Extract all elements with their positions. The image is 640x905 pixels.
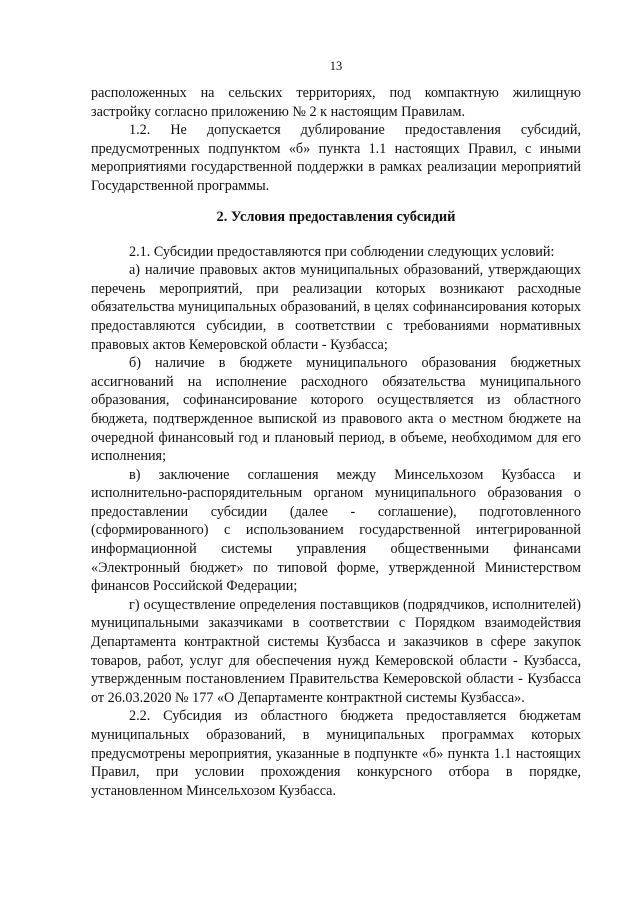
document-page <box>91 58 581 800</box>
paragraph-2-1: 2.1. Субсидии предоставляются при соблюдении следующих условий: <box>129 243 555 260</box>
paragraph-continuation: расположенных на сельских территориях, под компактную жилищную застройку согласно приложению № 2 к настоящим Правилам. <box>91 85 581 120</box>
paragraph-2-1-b: б) наличие в бюджете муниципального образования бюджетных ассигнований на исполнение расходного обязательства муниципального образования, софинансирование которого осуществляется из областного бюджета, подтвержденное выпиской из правового акта о местном бюджете на очередной финансовый год и плановый период, в объеме, необходимом для его исполнения; <box>91 355 581 465</box>
page-number: 13 <box>329 59 343 73</box>
paragraphs-before-heading <box>91 84 581 196</box>
paragraph-1-2: 1.2. Не допускается дублирование предоставления субсидий, предусмотренных подпунктом «б» пункта 1.1 настоящих Правил, с иными мероприятиями государственной поддержки в рамках реализации мероприятий Государственной программы. <box>91 122 581 194</box>
paragraph-2-1-g: г) осуществление определения поставщиков (подрядчиков, исполнителей) муниципальными заказчиками в соответствии с Порядком взаимодействия Департамента контрактной системы Кузбасса и заказчиков в сфере закупок товаров, работ, услуг для обеспечения нужд Кемеровской области - Кузбасса, утвержденным постановлением Правительства Кемеровской области - Кузбасса от 26.03.2020 № 177 «О Департаменте контрактной системы Кузбасса». <box>91 596 581 706</box>
paragraphs-after-heading <box>91 243 581 801</box>
paragraph-2-2: 2.2. Субсидия из областного бюджета предоставляется бюджетам муниципальных образований, в муниципальных программах которых предусмотрены мероприятия, указанные в подпункте «б» пункта 1.1 настоящих Правил, при условии прохождения конкурсного отбора в порядке, установленном Минсельхозом Кузбасса. <box>91 708 581 799</box>
paragraph-2-1-v: в) заключение соглашения между Минсельхозом Кузбасса и исполнительно-распорядительным органом муниципального образования о предоставлении субсидии (далее - соглашение), подготовленного (сформированного) с использованием государственной интегрированной информационной системы управления общественными финансами «Электронный бюджет» по типовой форме, утвержденной Министерством финансов Российской Федерации; <box>91 466 581 595</box>
section-heading: 2. Условия предоставления субсидий <box>216 208 456 225</box>
paragraph-2-1-a: а) наличие правовых актов муниципальных образований, утверждающих перечень мероприятий, при реализации которых возникают расходные обязательства муниципальных образований, в целях софинансирования которых предоставляются субсидии, в соответствии с требованиями нормативных правовых актов Кемеровской области - Кузбасса; <box>91 262 581 353</box>
